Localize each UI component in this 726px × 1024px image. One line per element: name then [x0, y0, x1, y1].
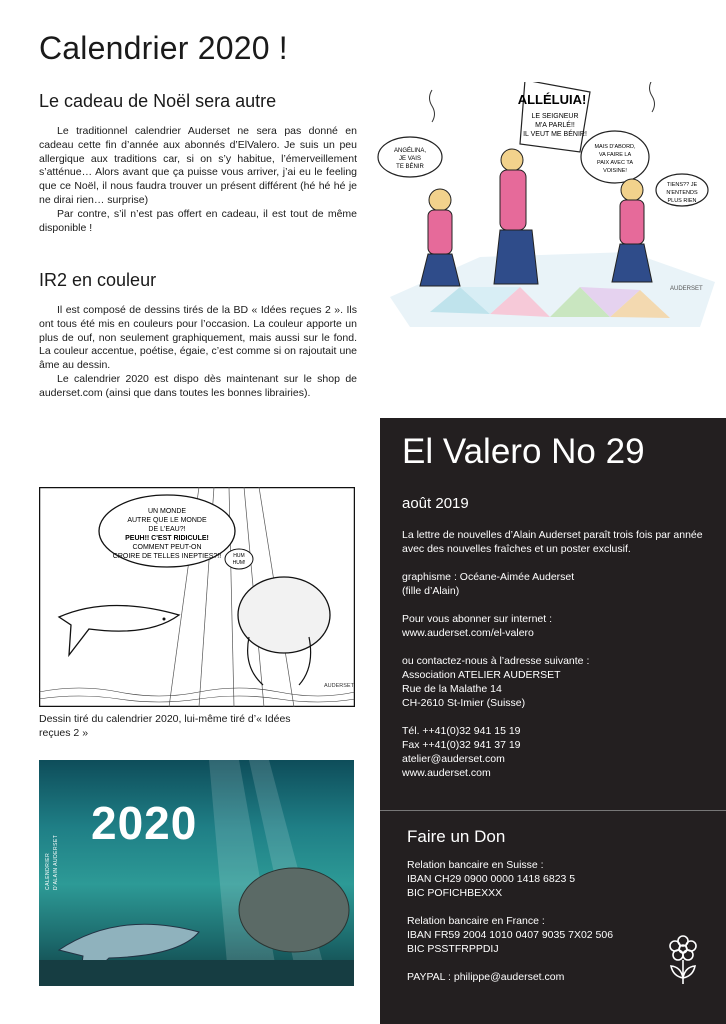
cover-side-line-1: CALENDRIER	[45, 852, 51, 890]
paragraph: Par contre, s’il n’est pas offert en cadeau, il est tout de même disponible !	[39, 207, 357, 234]
bubble-text-5: COMMENT PEUT-ON	[132, 544, 202, 551]
flower-icon	[666, 934, 700, 986]
woman-figure-middle	[494, 149, 538, 284]
cover-year: 2020	[91, 797, 198, 849]
panel-body	[402, 528, 712, 794]
comic-underwater-manatee-illustration	[39, 487, 355, 707]
bubble-text-9: VA FAIRE LA	[598, 152, 632, 158]
paragraph: Il est composé de dessins tirés de la BD « Idées reçues 2 ». Ils ont tous été mis en couleurs pour l’occasion. La couleur apporte un plus de ouf, non seulement graphiquement, mais aussi sur le fond. La couleur accentue, poétise, égaie, c’est comme si on rajoutait une âme au dessin.	[39, 304, 357, 372]
bubble-text-11: VOISINE!	[603, 168, 627, 174]
contact-address	[402, 654, 712, 710]
bubble-text-8: HUM!	[232, 560, 246, 566]
bubble-text-5: LE SEIGNEUR	[531, 113, 579, 120]
donation-details	[407, 858, 707, 998]
paragraph: Le calendrier 2020 est dispo dès maintenant sur le shop de auderset.com (ainsi que dans toutes les bonnes librairies).	[39, 372, 357, 399]
bubble-text-10: PAIX AVEC TA	[597, 160, 633, 166]
bubble-text-2: JE VAIS	[399, 156, 421, 162]
woman-figure-right	[612, 179, 652, 282]
contact-line: ou contactez-nous à l’adresse suivante :	[402, 655, 590, 667]
bubble-text-8: MAIS D'ABORD,	[594, 144, 636, 150]
graphisme-line-2: (fille d’Alain)	[402, 585, 460, 597]
subscribe-label: Pour vous abonner sur internet :	[402, 613, 553, 625]
email-link[interactable]: atelier@auderset.com	[402, 753, 505, 765]
bubble-text-4: ALLÉLUIA!	[517, 92, 587, 107]
fax-number: Fax ++41(0)32 941 37 19	[402, 739, 521, 751]
iban-fr: IBAN FR59 2004 1010 0407 9035 7X02 506	[407, 929, 614, 941]
bic-fr: BIC PSSTFRPPDIJ	[407, 943, 499, 955]
panel-title: El Valero No 29	[402, 432, 645, 471]
bubble-text-12: TIENS?? JE	[666, 182, 698, 188]
bubble-text-14: PLUS RIEN	[667, 198, 697, 204]
cover-underwater-scene	[39, 760, 354, 986]
bank-line: Relation bancaire en Suisse :	[407, 859, 544, 871]
panel-divider	[380, 810, 726, 811]
comic-praying-women-illustration	[370, 82, 720, 327]
bubble-text-7: IL VEUT ME BÉNIR!	[523, 131, 587, 138]
manatee-drawing	[238, 577, 330, 653]
bank-switzerland	[407, 858, 707, 900]
woman-figure-left	[420, 189, 460, 286]
bubble-text-2: AUTRE QUE LE MONDE	[127, 517, 207, 524]
signature: AUDERSET	[670, 286, 703, 292]
bubble-text-3: TE BÉNIR	[396, 164, 424, 170]
bubble-text-7: HUM	[233, 553, 245, 559]
panel-intro: La lettre de nouvelles d’Alain Auderset paraît trois fois par année avec des nouvelles fraîches et un poster exclusif.	[402, 529, 703, 555]
contact-coordinates	[402, 724, 712, 780]
section-heading-cadeau: Le cadeau de Noël sera autre	[39, 91, 277, 111]
paypal-contact: PAYPAL : philippe@auderset.com	[407, 971, 565, 983]
cover-side-line-2: D'ALAIN AUDERSET	[53, 834, 59, 890]
bubble-text-1: UN MONDE	[147, 508, 187, 515]
section-body-cadeau	[39, 125, 357, 235]
el-valero-info-panel	[380, 418, 726, 1024]
section-heading-ir2: IR2 en couleur	[39, 270, 157, 290]
graphisme-line-1: graphisme : Océane-Aimée Auderset	[402, 571, 575, 583]
cover-side-title	[41, 810, 81, 890]
bubble-text-6: CROIRE DE TELLES INEPTIES?!!	[112, 553, 222, 560]
website-link[interactable]: www.auderset.com	[402, 767, 491, 779]
paragraph: Le traditionnel calendrier Auderset ne sera pas donné en cadeau cette fin d’année aux abonnés d’ElValero. Je suis un peu allergique aux traditions car, si on s’y habitue, l’émerveillement s’atténue… Alors avant que ça puisse vous arriver, j’ai eu le feeling que ce Noël, il nous faudra trouver un présent différent (hé hé hé je ne dirai rien… surprise)	[39, 125, 357, 206]
bubble-text-3: DE L'EAU?!	[148, 526, 186, 533]
bubble-text-13: N'ENTENDS	[666, 190, 698, 196]
illustration-caption: Dessin tiré du calendrier 2020, lui-même tiré d’« Idées reçues 2 »	[39, 713, 291, 739]
bubble-text-1: ANGÉLINA,	[393, 148, 427, 154]
signature: AUDERSET	[324, 683, 354, 689]
contact-line: Association ATELIER AUDERSET	[402, 669, 561, 681]
contact-line: CH-2610 St-Imier (Suisse)	[402, 697, 526, 709]
bank-line: Relation bancaire en France :	[407, 915, 545, 927]
bic-ch: BIC POFICHBEXXX	[407, 887, 503, 899]
bubble-text-4: PEUH!! C'EST RIDICULE!	[125, 535, 209, 542]
subscribe-info	[402, 612, 712, 640]
phone-number: Tél. ++41(0)32 941 15 19	[402, 725, 521, 737]
page-title: Calendrier 2020 !	[39, 30, 288, 66]
contact-line: Rue de la Malathe 14	[402, 683, 502, 695]
calendar-cover-image	[39, 760, 354, 986]
section-body-ir2	[39, 304, 357, 401]
iban-ch: IBAN CH29 0900 0000 1418 6823 5	[407, 873, 576, 885]
donation-heading: Faire un Don	[407, 827, 506, 846]
subscribe-link[interactable]: www.auderset.com/el-valero	[402, 627, 534, 639]
bubble-text-6: M'A PARLÉ!!	[535, 122, 575, 129]
issue-date: août 2019	[402, 495, 469, 512]
graphisme-credit	[402, 570, 712, 598]
bank-france	[407, 914, 707, 956]
cropped-header-strip	[0, 0, 726, 8]
